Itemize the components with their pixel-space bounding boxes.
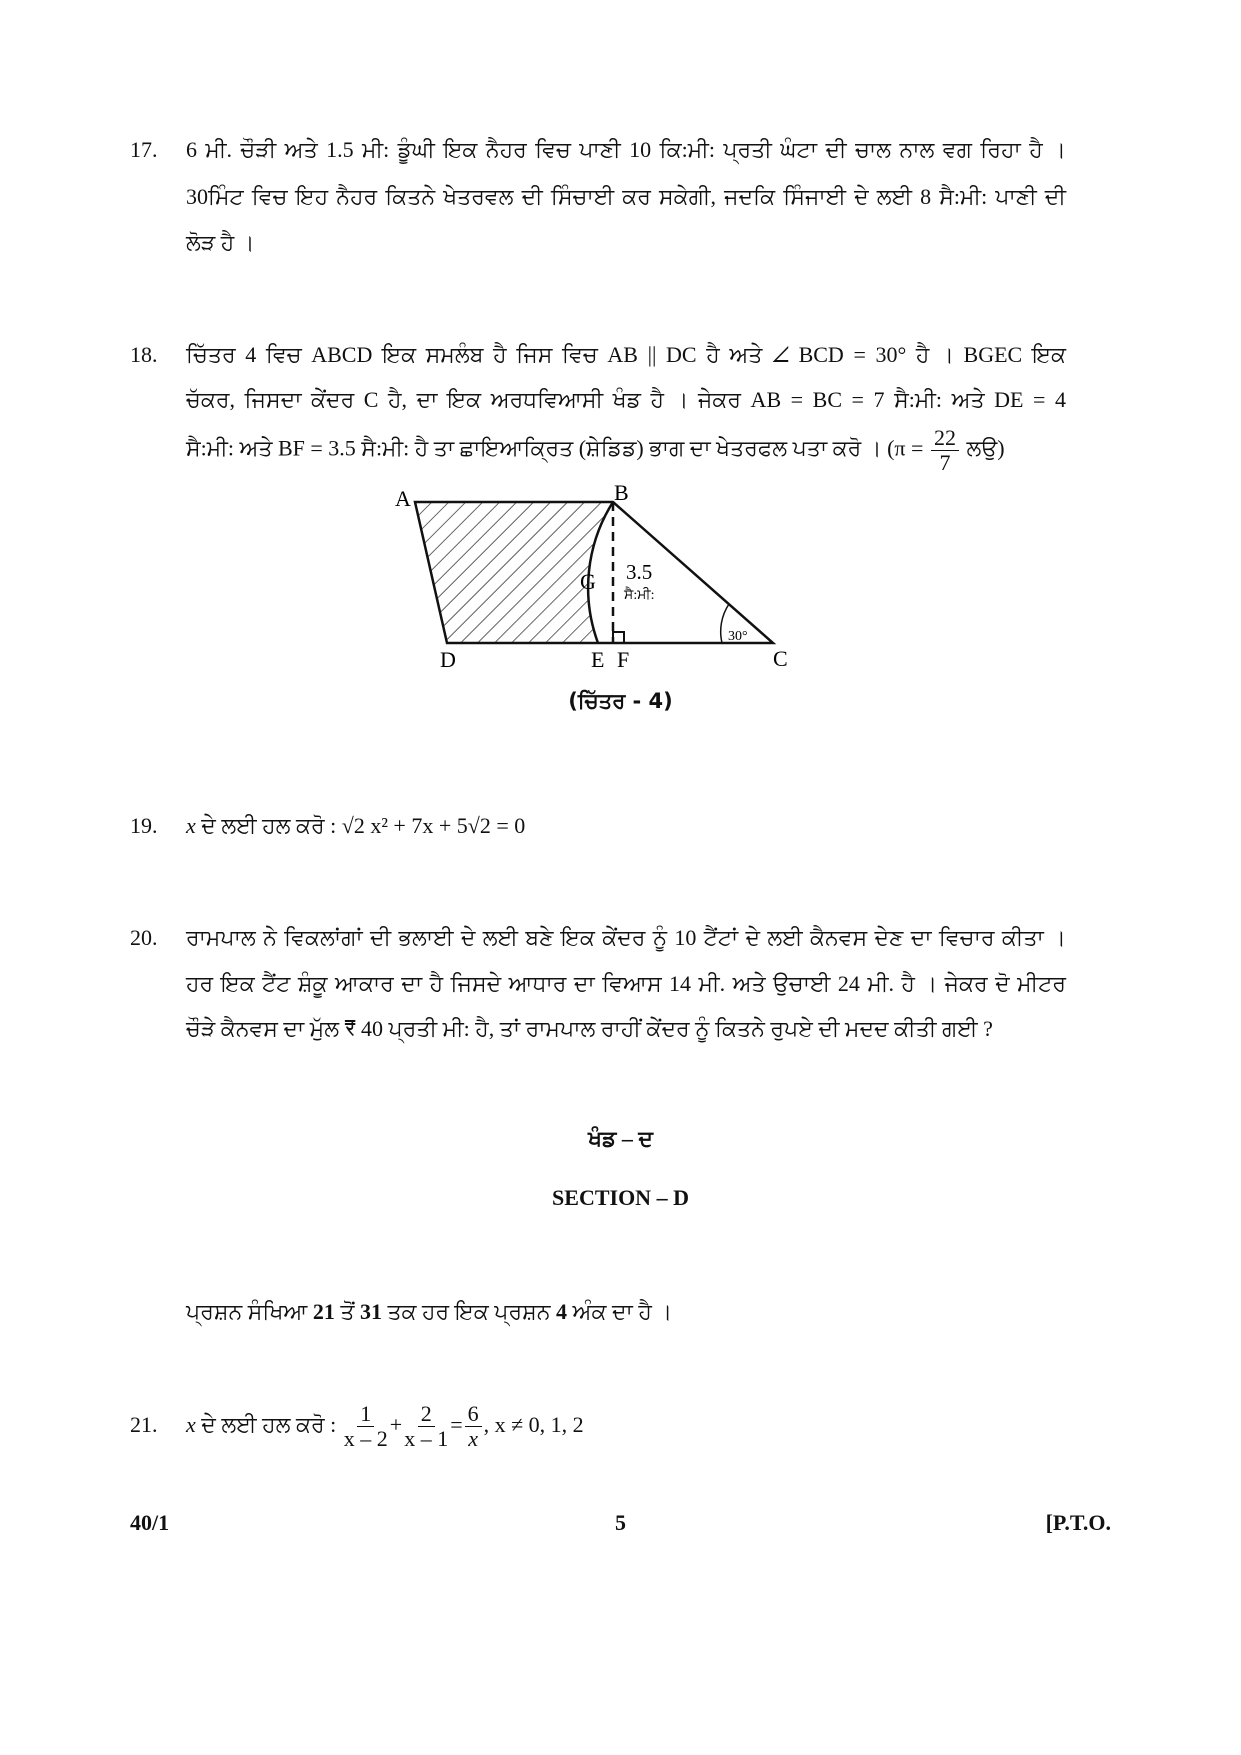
- q18-line-3-text: ਸੈ:ਮੀ: ਅਤੇ BF = 3.5 ਸੈ:ਮੀ: ਹੈ ਤਾ ਛਾਇਆਕ੍ਰਿਤ (ਸ਼ੇਡਿਡ) ਭਾਗ ਦਾ ਖੇਤਰਫਲ ਪਤਾ ਕਰੋ । (π =: [186, 435, 924, 461]
- pi-denominator: 7: [939, 450, 951, 475]
- instruction-to: 31: [359, 1299, 382, 1324]
- question-number: 20.: [130, 925, 158, 950]
- numerator: 2: [418, 1402, 435, 1427]
- label-a: A: [395, 486, 411, 511]
- q18-line-1: ਚਿੱਤਰ 4 ਵਿਚ ABCD ਇਕ ਸਮਲੰਬ ਹੈ ਜਿਸ ਵਿਚ AB || DC ਹੈ ਅਤੇ ∠ BCD = 30° ਹੈ । BGEC ਇਕ: [186, 342, 1066, 367]
- figure-4-trapezium: [0, 0, 1241, 760]
- pi-numerator: 22: [931, 426, 959, 451]
- q21-line: [186, 1395, 584, 1455]
- q19-prefix: ਦੇ ਲਈ ਹਲ ਕਰੋ :: [201, 813, 337, 838]
- denominator: x: [468, 1426, 478, 1452]
- numerator: 1: [357, 1402, 374, 1427]
- q17-line-1: 6 ਮੀ. ਚੌੜੀ ਅਤੇ 1.5 ਮੀ: ਡੂੰਘੀ ਇਕ ਨੈਹਰ ਵਿਚ ਪਾਣੀ 10 ਕਿ:ਮੀ: ਪ੍ਰਤੀ ਘੰਟਾ ਦੀ ਚਾਲ ਨਾਲ ਵਗ ਰਿਹਾ ਹੈ ।: [186, 137, 1066, 162]
- section-heading: SECTION – D: [552, 1185, 689, 1210]
- length-unit: ਸੈ:ਮੀ:: [624, 588, 655, 603]
- plus-sign: +: [389, 1412, 403, 1437]
- label-d: D: [440, 647, 456, 672]
- denominator: x – 1: [404, 1426, 449, 1452]
- instruction-marks: 4: [556, 1299, 568, 1324]
- fraction-1: [344, 1402, 388, 1451]
- fraction-2: [404, 1402, 448, 1451]
- variable-x: x: [186, 813, 196, 838]
- label-e: E: [591, 647, 605, 672]
- please-turn-over: [P.T.O.: [1045, 1510, 1111, 1535]
- q19-equation: √2 x² + 7x + 5√2 = 0: [341, 813, 526, 838]
- length-label: 3.5: [626, 560, 653, 584]
- q20-line-1: ਰਾਮਪਾਲ ਨੇ ਵਿਕਲਾਂਗਾਂ ਦੀ ਭਲਾਈ ਦੇ ਲਈ ਬਣੇ ਇਕ ਕੇਂਦਰ ਨੂੰ 10 ਟੈਂਟਾਂ ਦੇ ਲਈ ਕੈਨਵਸ ਦੇਣ ਦਾ ਵਿਚਾਰ ਕੀਤਾ ।: [186, 925, 1066, 950]
- variable-x: x: [186, 1412, 196, 1437]
- label-f: F: [617, 647, 630, 672]
- question-number: 19.: [130, 813, 158, 838]
- instruction-text: ਤੋਂ: [340, 1299, 355, 1324]
- question-number: 18.: [130, 342, 158, 367]
- q21-prefix: ਦੇ ਲਈ ਹਲ ਕਰੋ :: [201, 1412, 337, 1437]
- right-angle-mark: [613, 632, 624, 643]
- section-heading-punjabi: ਖੰਡ – ਦ: [588, 1126, 653, 1151]
- equals-sign: =: [450, 1412, 463, 1437]
- page-number: 5: [615, 1510, 626, 1535]
- label-g: G: [580, 569, 596, 594]
- label-c: C: [773, 646, 788, 671]
- figure-caption: (ਚਿੱਤਰ - 4): [568, 689, 673, 713]
- q20-line-2: ਹਰ ਇਕ ਟੈਂਟ ਸ਼ੰਕੂ ਆਕਾਰ ਦਾ ਹੈ ਜਿਸਦੇ ਆਧਾਰ ਦਾ ਵਿਆਸ 14 ਮੀ. ਅਤੇ ਉਚਾਈ 24 ਮੀ. ਹੈ । ਜੇਕਰ ਦੋ ਮੀਟਰ: [186, 971, 1066, 996]
- label-b: B: [614, 480, 629, 505]
- angle-label: 30°: [728, 629, 748, 644]
- q19-line: [186, 811, 525, 841]
- q17-line-2: 30ਮਿੰਟ ਵਿਚ ਇਹ ਨੈਹਰ ਕਿਤਨੇ ਖੇਤਰਵਲ ਦੀ ਸਿੰਚਾਈ ਕਰ ਸਕੇਗੀ, ਜਦਕਿ ਸਿੰਜਾਈ ਦੇ ਲਈ 8 ਸੈ:ਮੀ: ਪਾਣੀ ਦੀ: [186, 184, 1066, 209]
- question-number: 21.: [130, 1412, 158, 1437]
- q18-line-2: ਚੱਕਰ, ਜਿਸਦਾ ਕੇਂਦਰ C ਹੈ, ਦਾ ਇਕ ਅਰਧਵਿਆਸੀ ਖੰਡ ਹੈ । ਜੇਕਰ AB = BC = 7 ਸੈ:ਮੀ: ਅਤੇ DE = 4: [186, 387, 1066, 412]
- instruction-from: 21: [312, 1299, 335, 1324]
- q17-line-3: ਲੋੜ ਹੈ ।: [186, 230, 255, 255]
- q20-line-3: ਚੌੜੇ ਕੈਨਵਸ ਦਾ ਮੁੱਲ ₹ 40 ਪ੍ਰਤੀ ਮੀ: ਹੈ, ਤਾਂ ਰਾਮਪਾਲ ਰਾਹੀਂ ਕੇਂਦਰ ਨੂੰ ਕਿਤਨੇ ਰੁਪਏ ਦੀ ਮਦਦ ਕੀਤੀ ਗਈ ?: [186, 1016, 993, 1041]
- instruction-text: ਪ੍ਰਸ਼ਨ ਸੰਖਿਆ: [186, 1299, 308, 1324]
- q18-tail: ਲਉ): [966, 435, 1005, 461]
- question-number: 17.: [130, 137, 158, 162]
- denominator: x – 2: [343, 1426, 388, 1452]
- q21-condition: , x ≠ 0, 1, 2: [483, 1412, 584, 1437]
- instruction-text: ਤਕ ਹਰ ਇਕ ਪ੍ਰਸ਼ਨ: [387, 1299, 551, 1324]
- paper-code: 40/1: [130, 1510, 170, 1535]
- section-instruction: [186, 1297, 672, 1327]
- fraction-3: [465, 1402, 482, 1451]
- instruction-text: ਅੰਕ ਦਾ ਹੈ ।: [572, 1299, 673, 1324]
- numerator: 6: [465, 1402, 482, 1427]
